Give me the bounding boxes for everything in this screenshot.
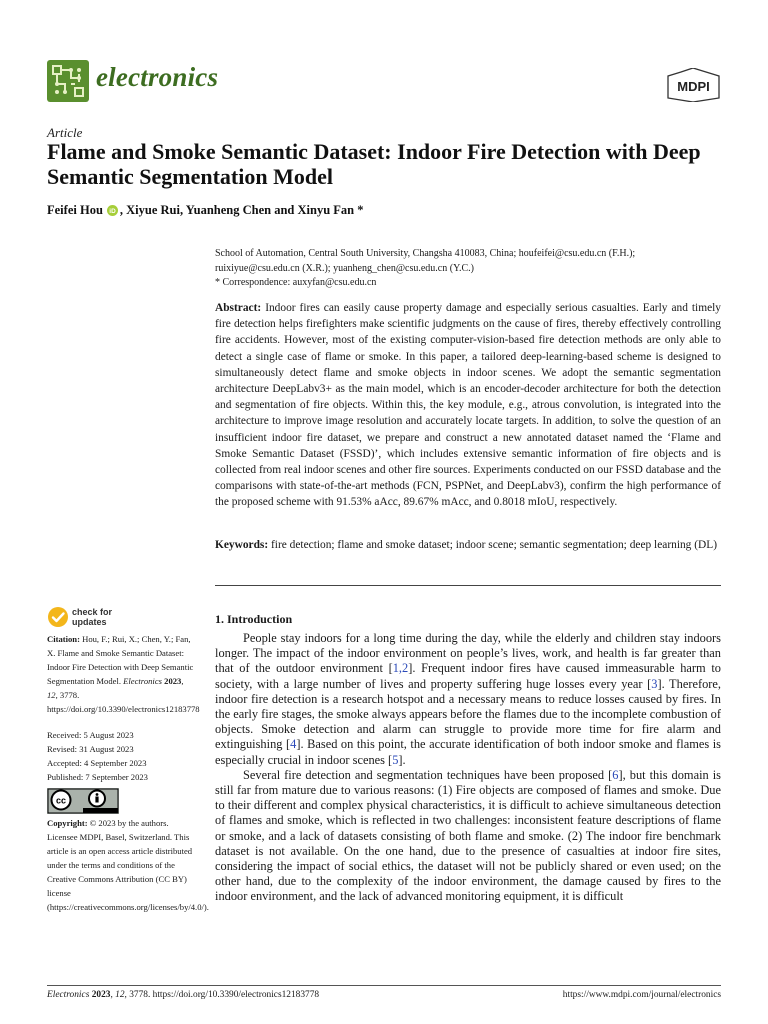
article-type: Article	[47, 125, 83, 140]
paragraph-2: Several fire detection and segmentation techniques have been proposed [6], but this domain is still far from mature due to various reasons: (1) Fire objects are composed of flames and smoke. Due to their different and complex physical characteristics, it is difficult to achieve simultaneous detection of flames and smoke, which is reflected in two challenges: inconsistent feature descriptions of flame or smoke, and a lack of datasets consisting of both flame and smoke. (2) The indoor fire benchmark dataset is not available. On the one hand, due to the presence of casualties at indoor fire sites, considering the impact of social ethics, the dataset will not be publicly shared or even used; on the other hand, due to the complexity of the indoor environment, the damage caused by fires to the indoor environment, and the lack of advanced monitoring equipment, it is difficult	[215, 767, 722, 904]
article-title: Flame and Smoke Semantic Dataset: Indoor Fire Detection with Deep Semantic Segmentation Model	[47, 139, 701, 189]
journal-logo-icon	[47, 60, 89, 102]
affiliation-line-2: ruixiyue@csu.edu.cn (X.R.); yuanheng_chen@csu.edu.cn (Y.C.)	[215, 262, 475, 274]
svg-text:cc: cc	[55, 795, 67, 806]
section-heading: 1. Introduction	[215, 612, 293, 626]
abstract	[215, 300, 721, 511]
keywords	[215, 537, 721, 553]
footer-journal: Electronics	[47, 990, 90, 1000]
citation-block: Citation: Hou, F.; Rui, X.; Chen, Y.; Fan, X. Flame and Smoke Semantic Dataset: Indoor Fire Detection with Deep Semantic Segmentation Model. Electronics 2023, 12, 3778. https://doi.org/10.3390/electronics12183778	[47, 634, 200, 714]
copyright-label: Copyright:	[47, 818, 88, 828]
footer-volume: 12	[115, 990, 125, 1000]
copyright-text: © 2023 by the authors. Licensee MDPI, Basel, Switzerland. This article is an open access article distributed under the terms and conditions of the Creative Commons Attribution (CC BY) license (https://creativecommons.org/licenses/by/4.0/).	[47, 818, 209, 912]
footer-doi[interactable]: , 3778. https://doi.org/10.3390/electronics12183778	[124, 990, 320, 1000]
citation-journal: Electronics	[123, 676, 162, 686]
paragraph-1: People stay indoors for a long time during the day, while the elderly and children stay indoors longer. The impact of the indoor environment on people’s lives, work, and health is far greater than that of the outdoor environment [1,2]. Frequent indoor fires have caused immeasurable harm to society, with a large number of lives and property suffering huge losses every year [3]. Therefore, indoor fire detection is a research hotspot and a necessary means to reduce losses caused by fires. In the early fire stages, the smoke always appears before the flames due to the incomplete combustion of objects. Smoke detection and alarm can struggle to provide more time for fire alarm and extinguishing [4]. Based on this point, the accurate identification of both indoor smoke and flames is especially crucial in indoor scenes [5].	[215, 631, 721, 767]
published-date: Published: 7 September 2023	[47, 772, 148, 782]
cc-by-license-badge[interactable]	[47, 788, 119, 814]
check-updates-icon	[47, 606, 69, 628]
check-updates-line-2: updates	[72, 617, 107, 627]
abstract-text: Indoor fires can easily cause property damage and especially serious casualties. Early and timely fire detection helps firefighters make scientific judgments on the cause of fires, thereby effectively controlling fire accidents. However, most of the existing computer-vision-based fire detection methods are only able to detect a single case of flame or smoke. In this paper, a tailored deep-learning-based scheme is designed to simultaneously detect flame and smoke objects in indoor scenes. We adopt the semantic segmentation architecture DeepLabv3+ as the main model, which is an encoder-decoder architecture for both the detection and segmentation of fire objects. Within this, the key module, e.g., atrous convolution, is integrated into the architecture to improve image resolution and accurately locate targets. In addition, to solve the question of an insufficient indoor fire dataset, we prepare and construct a new annotated dataset named the ‘Flame and Smoke Semantic Dataset (FSSD)’, which includes extensive semantic information of fire objects and is collected from real indoor scenes and other fire sources. Experiments conducted on our FSSD database and the comparisons with state-of-the-art methods (FCN, PSPNet, and DeepLabv3), confirm the high performance of the proposed scheme with 91.53% aAcc, 89.67% mAcc, and 0.8018 mIoU, respectively.	[215, 302, 721, 509]
copyright-block	[47, 816, 209, 914]
other-authors: , Xiyue Rui, Yuanheng Chen and Xinyu Fan *	[119, 203, 364, 217]
body-text	[215, 631, 721, 905]
footer-citation: Electronics 2023, 12, 3778. https://doi.org/10.3390/electronics12183778	[47, 990, 320, 1000]
citation-text: Hou, F.; Rui, X.; Chen, Y.; Fan, X. Flame and Smoke Semantic Dataset: Indoor Fire Detection with Deep Semantic Segmentation Model.	[47, 634, 194, 686]
affiliation-line-1: School of Automation, Central South University, Changsha 410083, China; houfeifei@csu.edu.cn (F.H.);	[215, 248, 636, 259]
footer-journal-url[interactable]: https://www.mdpi.com/journal/electronics	[562, 990, 721, 1000]
first-author[interactable]: Feifei Hou	[47, 203, 103, 217]
journal-name[interactable]: electronics	[96, 62, 219, 92]
citation-link[interactable]: 4	[290, 737, 297, 752]
affiliation-block	[215, 247, 735, 291]
citation-year: 2023	[164, 676, 182, 686]
citation-link[interactable]: 5	[392, 752, 399, 767]
correspondence-line: * Correspondence: auxyfan@csu.edu.cn	[215, 277, 377, 288]
sidebar	[47, 632, 209, 914]
keywords-text: fire detection; flame and smoke dataset; indoor scene; semantic segmentation; deep learning (DL)	[271, 539, 717, 551]
citation-link[interactable]: 3	[651, 676, 658, 691]
citation-volume: 12	[47, 690, 56, 700]
citation-label: Citation:	[47, 634, 80, 644]
received-date: Received: 5 August 2023	[47, 730, 134, 740]
section-divider	[215, 585, 721, 586]
mdpi-logo-text: MDPI	[677, 79, 710, 94]
footer-divider	[47, 985, 721, 986]
orcid-icon[interactable]	[107, 205, 118, 216]
abstract-label: Abstract:	[215, 302, 262, 314]
check-updates-line-1: check for	[72, 607, 113, 617]
citation-link[interactable]: 6	[612, 767, 619, 782]
author-list	[47, 203, 364, 218]
check-for-updates-button[interactable]	[47, 606, 112, 628]
citation-doi[interactable]: , 3778. https://doi.org/10.3390/electronics12183778	[47, 690, 200, 714]
footer-year: 2023	[91, 990, 111, 1000]
revised-date: Revised: 31 August 2023	[47, 744, 134, 754]
keywords-label: Keywords:	[215, 539, 269, 551]
citation-link[interactable]: 1,2	[392, 661, 409, 676]
svg-text:iD: iD	[109, 207, 116, 215]
mdpi-logo-icon[interactable]	[667, 68, 720, 102]
accepted-date: Accepted: 4 September 2023	[47, 758, 147, 768]
